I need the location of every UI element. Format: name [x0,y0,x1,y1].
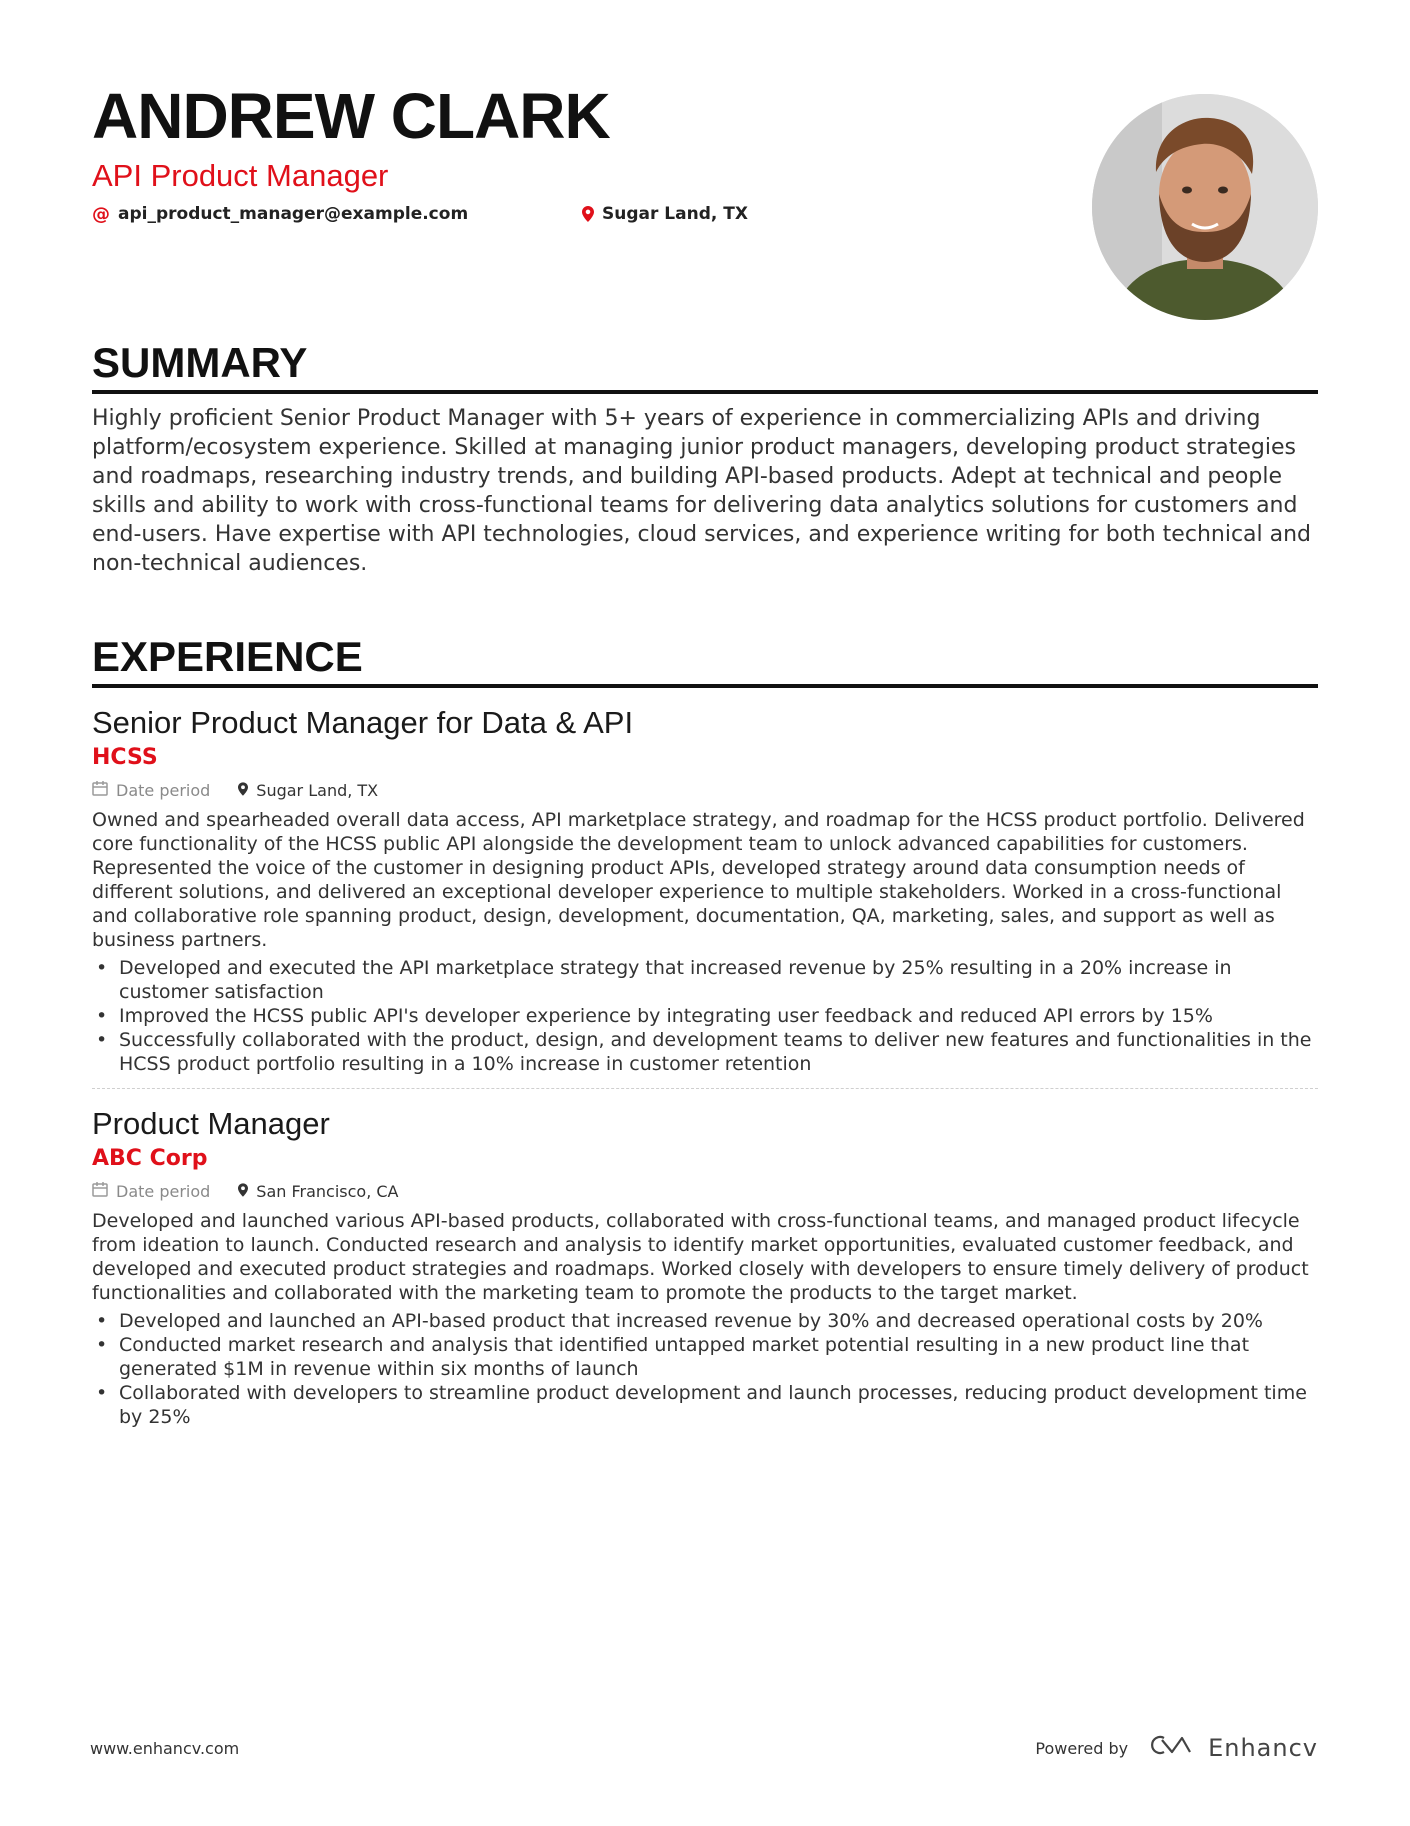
job-role: Senior Product Manager for Data & API [92,705,634,740]
job-location-text: San Francisco, CA [256,1181,399,1201]
job-bullets [92,956,1318,1076]
brand-logo[interactable] [1150,1734,1318,1762]
map-pin-icon [238,1182,248,1201]
contact-location [582,204,748,225]
experience-section [92,633,1318,1429]
job-description: Owned and spearheaded overall data access, API marketplace strategy, and roadmap for the HCSS product portfolio. Delivered core functionality of the HCSS public API alongside the development team to unlock advanced capabilities for customers. Represented the voice of the customer in designing product APIs, developed strategy around data consumption needs of different solutions, and delivered an exceptional developer experience to multiple stakeholders. Worked in a cross-functional and collaborative role spanning product, design, development, documentation, QA, marketing, sales, and support as well as business partners. [92,809,1305,952]
job-date [92,1181,210,1201]
summary-heading: SUMMARY [92,342,1318,394]
job-date [92,780,210,800]
profile-photo [1092,94,1318,320]
location-text: Sugar Land, TX [602,204,748,225]
map-pin-icon [238,781,248,800]
job-entry [92,704,1318,1089]
resume-header [92,80,1318,306]
calendar-icon [92,780,108,800]
job-location [238,1182,398,1201]
experience-heading: EXPERIENCE [92,636,1318,688]
candidate-name: ANDREW CLARK [92,80,610,152]
job-bullet: • Improved the HCSS public API's developer experience by integrating user feedback and reduced API errors by 15% [92,1004,1318,1028]
enhancv-logo-icon [1150,1734,1196,1762]
job-date-text: Date period [116,780,211,800]
job-meta [92,780,1318,800]
job-company: HCSS [92,745,158,771]
email-text: api_product_manager@example.com [118,204,469,225]
job-role: Product Manager [92,1106,330,1142]
job-bullet: • Conducted market research and analysis that identified untapped market potential resulting in a new product line that generated $1M in revenue within six months of launch [92,1333,1318,1381]
job-bullet: • Collaborated with developers to streamline product development and launch processes, reducing product development time by 25% [92,1381,1318,1429]
job-bullet: • Successfully collaborated with the product, design, and development teams to deliver new features and functionalities in the HCSS product portfolio resulting in a 10% increase in customer retention [92,1028,1318,1076]
footer-website-link[interactable]: www.enhancv.com [90,1738,240,1758]
powered-by [1035,1734,1318,1762]
candidate-title: API Product Manager [92,158,389,193]
calendar-icon [92,1181,108,1201]
summary-section [92,339,1318,578]
brand-name: Enhancv [1208,1734,1318,1762]
job-meta [92,1181,1318,1201]
job-description: Developed and launched various API-based products, collaborated with cross-functional teams, and managed product lifecycle from ideation to launch. Conducted research and analysis to identify market opportunities, evaluated customer feedback, and developed and executed product strategies and roadmaps. Worked closely with developers to ensure timely delivery of product functionalities and collaborated with the marketing team to promote the products to the target market. [92,1210,1309,1305]
job-bullet: • Developed and launched an API-based product that increased revenue by 30% and decreased operational costs by 20% [92,1309,1318,1333]
powered-by-text: Powered by [1035,1738,1129,1758]
job-divider [92,1088,1318,1089]
job-location-text: Sugar Land, TX [256,780,379,800]
resume-page [92,70,1318,1429]
job-entry [92,1105,1318,1429]
contact-email[interactable] [92,204,582,225]
page-footer [90,1728,1318,1768]
job-date-text: Date period [116,1181,211,1201]
map-pin-icon [582,206,594,222]
job-company: ABC Corp [92,1146,208,1172]
at-icon: @ [92,203,110,225]
job-bullets [92,1309,1318,1429]
summary-text: Highly proficient Senior Product Manager with 5+ years of experience in commercializing APIs and driving platform/ecosystem experience. Skilled at managing junior product managers, developing product strategies and roadmaps, researching industry trends, and building API-based products. Adept at technical and people skills and ability to work with cross-functional teams for delivering data analytics solutions for customers and end-users. Have expertise with API technologies, cloud services, and experience writing for both technical and non-technical audiences. [92,406,1312,576]
job-bullet: • Developed and executed the API marketplace strategy that increased revenue by 25% resulting in a 20% increase in customer satisfaction [92,956,1318,1004]
job-location [238,781,378,800]
